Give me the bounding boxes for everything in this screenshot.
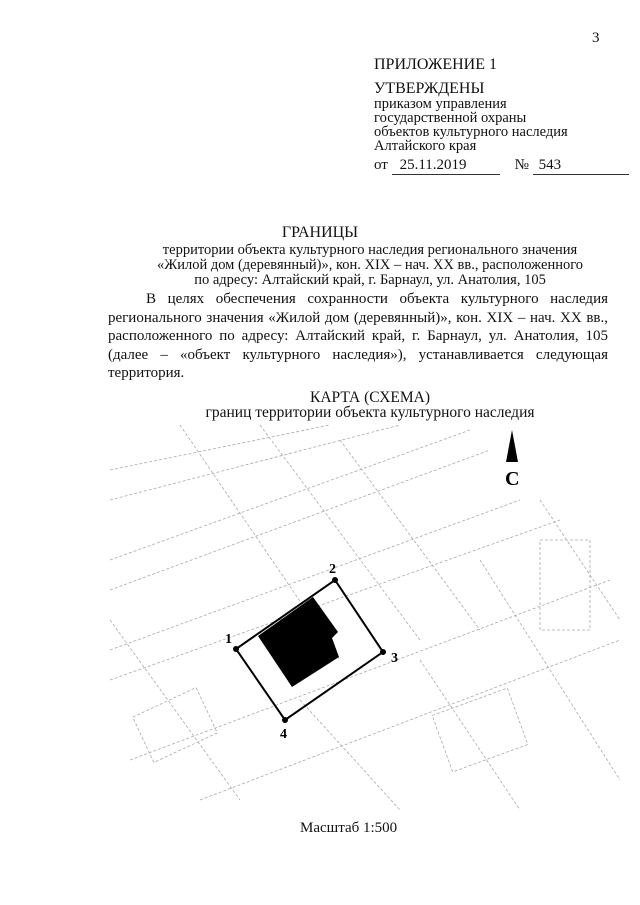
subtitle-line: территории объекта культурного наследия регионального значения: [162, 242, 578, 258]
boundary-point-2: [332, 577, 338, 583]
map-title: КАРТА (СХЕМА): [309, 389, 430, 406]
boundary-point-4: [282, 717, 288, 723]
number-prefix: №: [514, 157, 529, 173]
point-label-3: 3: [391, 651, 398, 666]
approval-line: Алтайского края: [374, 138, 477, 154]
subtitle-line: «Жилой дом (деревянный)», кон. XIX – нач. XX вв., расположенного: [156, 257, 584, 273]
point-label-4: 4: [280, 727, 287, 742]
approval-date: 25.11.2019: [392, 157, 500, 175]
approval-line: приказом управления: [374, 96, 507, 112]
page-number: 3: [592, 30, 600, 46]
map-scale: Масштаб 1:500: [300, 820, 398, 836]
date-prefix: от: [374, 157, 388, 173]
boundary-point-1: [233, 646, 239, 652]
north-arrow-icon: [506, 430, 518, 462]
cadastral-background: [110, 425, 620, 810]
body-paragraph: В целях обеспечения сохранности объекта культурного наследия регионального значения «Жилой дом (деревянный)», кон. XIX – нач. XX вв., расположенного по адресу: Алтайский край, г. Барнаул, ул. Анатолия, 105 (далее – «объект культурного наследия»), устанавливается следующая территория.: [108, 291, 608, 381]
boundary-point-3: [380, 649, 386, 655]
approval-line: объектов культурного наследия: [374, 124, 568, 140]
approval-line: государственной охраны: [374, 110, 527, 126]
approval-heading: УТВЕРЖДЕНЫ: [374, 80, 485, 97]
north-label: С: [505, 468, 520, 490]
point-label-1: 1: [225, 632, 232, 647]
point-label-2: 2: [329, 562, 336, 577]
approval-number: 543: [533, 157, 629, 175]
subtitle-line: по адресу: Алтайский край, г. Барнаул, ул. Анатолия, 105: [194, 272, 546, 288]
map-subtitle: границ территории объекта культурного наследия: [205, 404, 535, 421]
heritage-building: [258, 597, 339, 687]
appendix-label: ПРИЛОЖЕНИЕ 1: [374, 56, 498, 73]
document-title: ГРАНИЦЫ: [281, 224, 359, 241]
